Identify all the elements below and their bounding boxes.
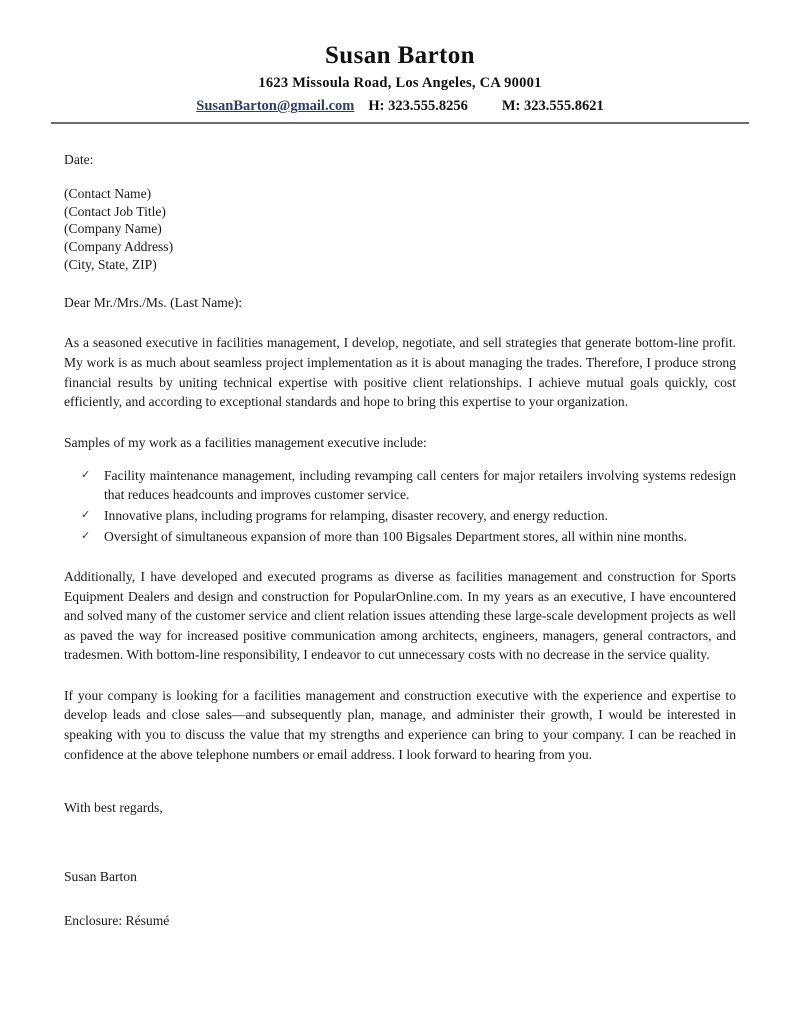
checkmark-icon: ✓: [81, 528, 91, 542]
applicant-address: 1623 Missoula Road, Los Angeles, CA 90001: [258, 75, 542, 91]
list-item: [64, 506, 736, 526]
enclosure-line: Enclosure: Résumé: [64, 913, 170, 929]
email-link[interactable]: SusanBarton@gmail.com: [196, 98, 355, 115]
bullet-list-intro: Samples of my work as a facilities management executive include:: [64, 434, 427, 450]
recipient-contact-name: (Contact Name): [64, 186, 152, 202]
checkmark-icon: ✓: [81, 507, 91, 521]
list-item-text: Facility maintenance management, including revamping call centers for major retailers involving systems redesign that reduces headcounts and improves customer service.: [104, 467, 736, 503]
recipient-company-address: (Company Address): [64, 239, 174, 255]
salutation: Dear Mr./Mrs./Ms. (Last Name):: [64, 295, 243, 311]
valediction: With best regards,: [64, 800, 163, 816]
recipient-city-state-zip: (City, State, ZIP): [64, 256, 157, 272]
list-item: [64, 466, 736, 505]
paragraph-experience: Additionally, I have developed and executed programs as diverse as facilities management and construction for Sports Equipment Dealers and design and construction for PopularOnline.com. In my years as an executive, I have encountered and solved many of the customer service and client relation issues attending these large-scale development projects as well as paved the way for increased positive communication among architects, engineers, managers, general contractors, and tradesmen. With bottom-line responsibility, I endeavor to cut unnecessary costs with no decrease in the service quality.: [64, 569, 736, 663]
letter-body: [64, 124, 736, 930]
letterhead: [0, 0, 800, 124]
recipient-company-name: (Company Name): [64, 221, 162, 237]
mobile-phone: M: 323.555.8621: [501, 98, 604, 115]
paragraph-opening: As a seasoned executive in facilities management, I develop, negotiate, and sell strategies that generate bottom-line profit. My work is as much about seamless project implementation as it is about managing the trades. Therefore, I produce strong financial results by uniting technical expertise with positive client relationships. I achieve mutual goals quickly, cost efficiently, and according to exceptional standards and hope to bring this expertise to your organization.: [64, 335, 736, 410]
paragraph-closing-pitch: If your company is looking for a facilities management and construction executive with the experience and expertise to develop leads and close sales—and subsequently plan, manage, and administer their growth, I would be interested in speaking with you to discuss the value that my strengths and experience can bring to your company. I can be reached in confidence at the above telephone numbers or email address. I look forward to hearing from you.: [64, 687, 736, 762]
signature-name: Susan Barton: [64, 869, 137, 885]
home-phone: H: 323.555.8256: [368, 98, 468, 115]
recipient-block: [64, 185, 736, 273]
recipient-job-title: (Contact Job Title): [64, 203, 166, 219]
list-item: [64, 527, 736, 547]
checkmark-icon: ✓: [81, 467, 91, 481]
contact-line: [0, 96, 800, 117]
applicant-name: Susan Barton: [325, 42, 475, 69]
list-item-text: Innovative plans, including programs for relamping, disaster recovery, and energy reduction.: [104, 507, 608, 523]
achievements-list: [64, 466, 736, 546]
list-item-text: Oversight of simultaneous expansion of more than 100 Bigsales Department stores, all within nine months.: [104, 528, 687, 544]
date-line: Date:: [64, 152, 94, 168]
